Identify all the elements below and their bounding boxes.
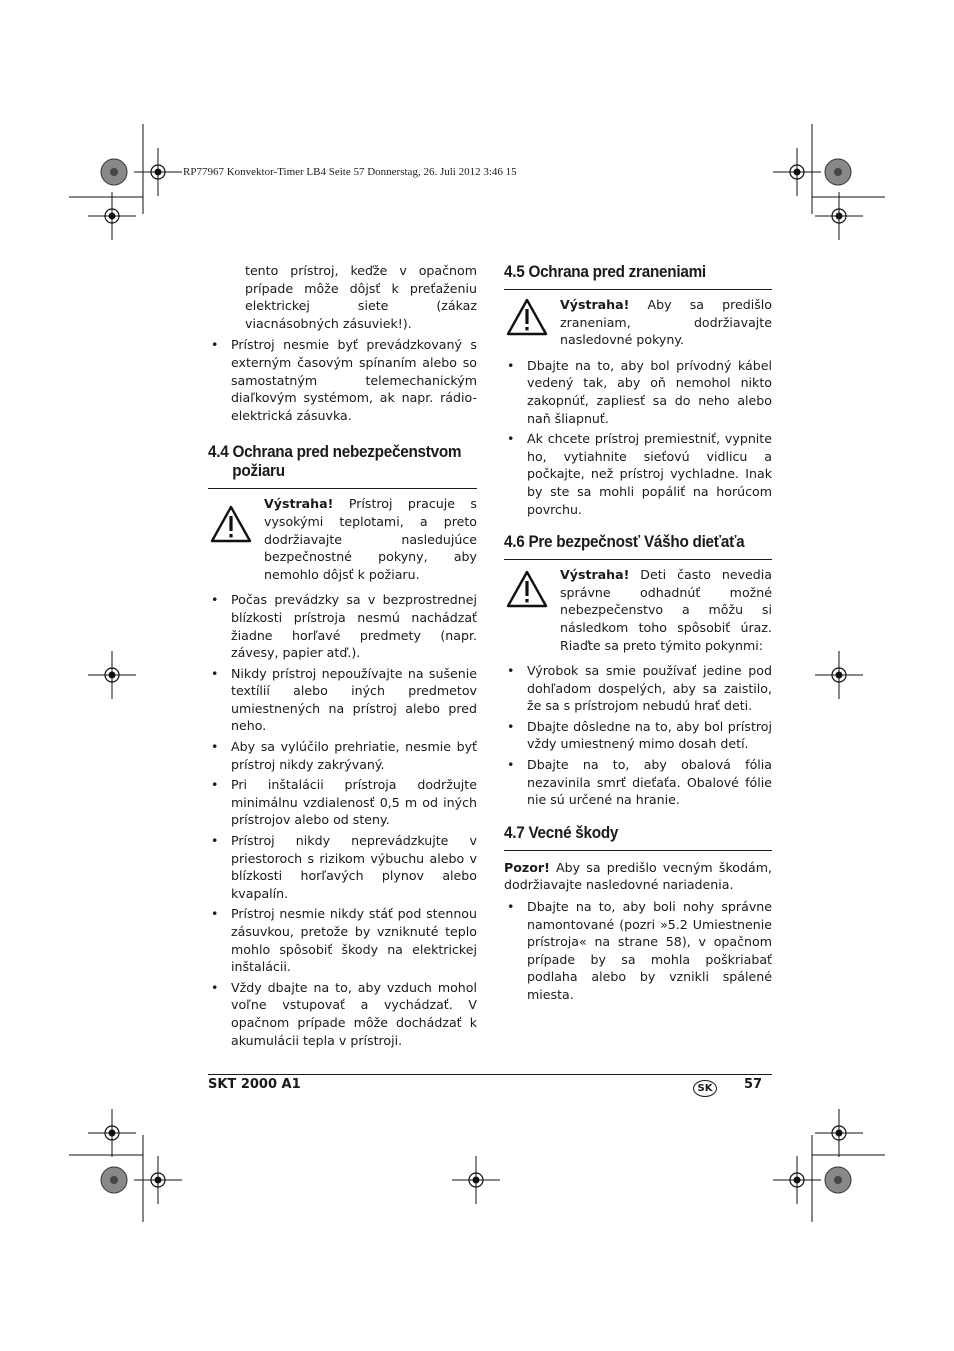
warning-triangle-icon xyxy=(210,505,252,543)
section-4-7-bullets xyxy=(504,898,772,1004)
list-item: • Dbajte dôsledne na to, aby bol prístroj vždy umiestnený mimo dosah detí. xyxy=(504,718,772,753)
footer-model: SKT 2000 A1 xyxy=(208,1077,301,1092)
list-item: • Prístroj nesmie nikdy stáť pod stennou zásuvkou, pretože by vzniknuté teplo mohlo spôsobiť škody na elektrickej inštalácii. xyxy=(208,905,477,975)
list-item: • Ak chcete prístroj premiestniť, vypnite ho, vytiahnite sieťovú vidlicu a počkajte, než prístroj vychladne. Inak by ste sa mohli popáliť na horúcom povrchu. xyxy=(504,430,772,518)
intro-bullets xyxy=(208,336,477,424)
left-column xyxy=(208,262,477,1052)
list-item: • Vždy dbajte na to, aby vzduch mohol voľne vstupovať a vychádzať. V opačnom prípade môže dochádzať k akumulácii tepla v prístroji. xyxy=(208,979,477,1049)
section-title: 4.6 Pre bezpečnosť Vášho dieťaťa xyxy=(504,532,745,552)
list-item: • Dbajte na to, aby boli nohy správne namontované (pozri »5.2 Umiestnenie prístroja« na strane 58), v opačnom prípade by sa mohla poškriabať podlaha alebo by vznikli spálené miesta. xyxy=(504,898,772,1004)
section-title-line2: požiaru xyxy=(232,461,285,481)
list-item: • Dbajte na to, aby obalová fólia nezavinila smrť dieťaťa. Obalové fólie nie sú určené na hranie. xyxy=(504,756,772,809)
warning-box xyxy=(504,296,772,349)
intro-continuation: tento prístroj, keďže v opačnom prípade môže dôjsť k preťaženiu elektrickej siete (zákaz viacnásobných zásuviek!). xyxy=(245,263,477,331)
list-item: • Aby sa vylúčilo prehriatie, nesmie byť prístroj nikdy zakrývaný. xyxy=(208,738,477,773)
warning-label: Výstraha! xyxy=(560,567,630,583)
note-text: Pozor! Aby sa predišlo vecným škodám, dodržiavajte nasledovné nariadenia. xyxy=(504,859,772,893)
warning-box xyxy=(504,566,772,654)
section-heading-4-4 xyxy=(208,442,477,489)
warning-text: Výstraha! Aby sa predišlo zraneniam, dodržiavajte nasledovné pokyny. xyxy=(560,297,772,348)
section-heading-4-5 xyxy=(504,262,772,290)
warning-box xyxy=(208,495,477,583)
section-title: 4.7 Vecné škody xyxy=(504,822,619,842)
list-item: • Prístroj nikdy neprevádzkujte v priestoroch s rizikom výbuchu alebo v blízkosti horľavých plynov alebo kvapalín. xyxy=(208,832,477,902)
section-heading-4-7 xyxy=(504,823,772,851)
page-number: 57 xyxy=(744,1077,763,1092)
footer-rule xyxy=(208,1074,772,1075)
section-heading-4-6 xyxy=(504,532,772,560)
print-slug: RP77967 Konvektor-Timer LB4 Seite 57 Donnerstag, 26. Juli 2012 3:46 15 xyxy=(183,166,517,178)
warning-triangle-icon xyxy=(506,570,548,608)
list-item: • Počas prevádzky sa v bezprostrednej blízkosti prístroja nesmú nachádzať žiadne horľavé predmety (napr. závesy, papier atď.). xyxy=(208,591,477,661)
warning-text: Výstraha! Prístroj pracuje s vysokými teplotami, a preto dodržiavajte nasledujúce bezpečnostné pokyny, aby nemohlo dôjsť k požiaru. xyxy=(264,496,477,582)
warning-text: Výstraha! Deti často nevedia správne odhadnúť možné nebezpečenstvo a môžu si následkom toho spôsobiť úraz. Riaďte sa preto týmito pokynmi: xyxy=(560,567,772,653)
section-4-4-bullets xyxy=(208,591,477,1049)
warning-label: Výstraha! xyxy=(560,297,630,312)
section-4-6-bullets xyxy=(504,662,772,809)
list-item: • Dbajte na to, aby bol prívodný kábel vedený tak, aby oň nemohol nikto zakopnúť, zapliesť sa do neho alebo naň šliapnuť. xyxy=(504,357,772,427)
note-label: Pozor! xyxy=(504,859,550,875)
list-item: • Nikdy prístroj nepoužívajte na sušenie textílií alebo iných predmetov umiestnených na prístroj alebo pred neho. xyxy=(208,665,477,735)
list-item: • Prístroj nesmie byť prevádzkovaný s externým časovým spínaním alebo so samostatným telemechanickým diaľkovým systémom, ak napr. rádio-elektrická zásuvka. xyxy=(208,336,477,424)
section-title: 4.4 Ochrana pred nebezpečenstvom xyxy=(208,442,462,462)
section-title: 4.5 Ochrana pred zraneniami xyxy=(504,262,706,281)
section-4-5-bullets xyxy=(504,357,772,518)
warning-triangle-icon xyxy=(506,298,548,336)
list-item: • Výrobok sa smie používať jedine pod dohľadom dospelých, aby sa zaistilo, že sa s prístrojom nebudú hrať deti. xyxy=(504,662,772,715)
right-column xyxy=(504,262,772,1007)
list-item: • Pri inštalácii prístroja dodržujte minimálnu vzdialenosť 0,5 m od iných prístrojov alebo od steny. xyxy=(208,776,477,829)
language-badge: SK xyxy=(693,1080,717,1097)
warning-label: Výstraha! xyxy=(264,496,334,512)
